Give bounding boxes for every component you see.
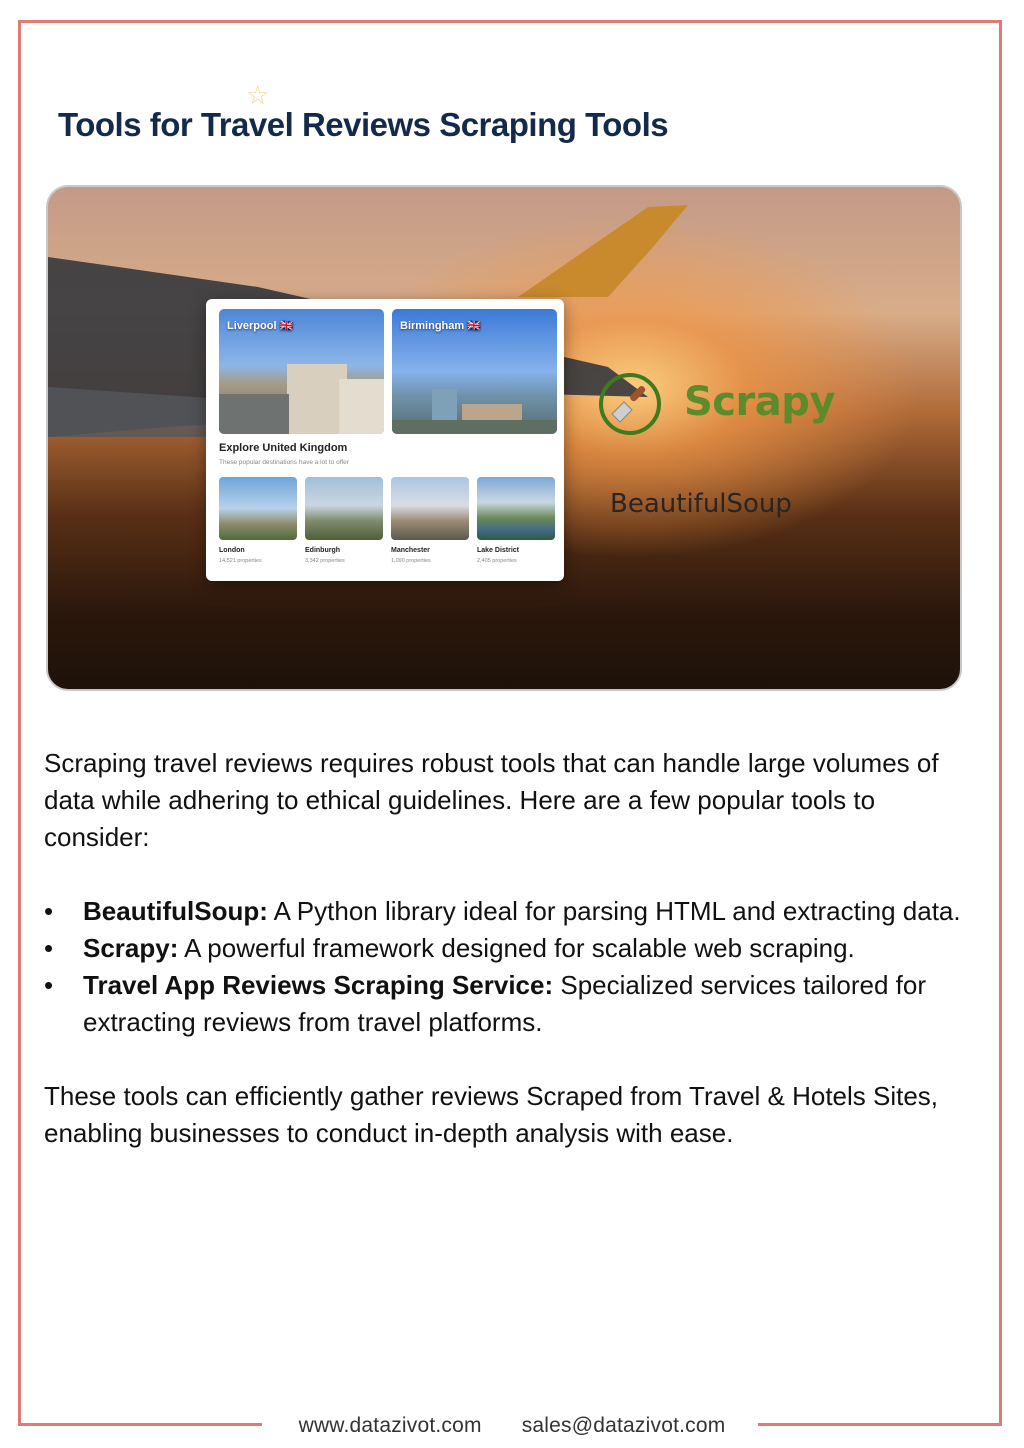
thumb-edinburgh xyxy=(305,477,383,540)
destination-count: 14,521 properties xyxy=(219,558,262,564)
destination-count: 3,342 properties xyxy=(305,558,345,564)
scrapy-spatula-icon xyxy=(598,372,662,436)
list-item xyxy=(44,930,974,967)
hero-image xyxy=(46,185,962,691)
destination-card xyxy=(206,299,564,581)
featured-label: Birmingham 🇬🇧 xyxy=(400,320,481,332)
card-heading: Explore United Kingdom xyxy=(219,442,348,454)
tool-description: A Python library ideal for parsing HTML and extracting data. xyxy=(267,896,961,926)
destination-name: Manchester xyxy=(391,547,430,554)
website-link[interactable]: www.datazivot.com xyxy=(298,1414,482,1437)
featured-label: Liverpool 🇬🇧 xyxy=(227,320,294,332)
page-title: Tools for Travel Reviews Scraping Tools xyxy=(58,106,669,143)
destination-name: Lake District xyxy=(477,547,520,554)
footer xyxy=(0,1408,1024,1444)
destination-name: London xyxy=(219,547,245,554)
scrapy-logo-text: Scrapy xyxy=(684,379,835,425)
tool-description: A powerful framework designed for scalable web scraping. xyxy=(178,933,855,963)
thumb-london xyxy=(219,477,297,540)
intro-paragraph: Scraping travel reviews requires robust tools that can handle large volumes of data while adhering to ethical guidelines. Here are a few popular tools to consider: xyxy=(44,748,939,852)
body-content xyxy=(44,745,974,1152)
star-decoration-icon: ☆ xyxy=(246,80,270,110)
tools-list xyxy=(44,893,974,1041)
outro-paragraph: These tools can efficiently gather reviews Scraped from Travel & Hotels Sites, enabling businesses to conduct in-depth analysis with ease. xyxy=(44,1081,939,1148)
destination-count: 1,090 properties xyxy=(391,558,431,564)
tool-name: Scrapy: xyxy=(83,933,179,963)
featured-destination-liverpool xyxy=(219,309,384,434)
tool-name: BeautifulSoup: xyxy=(83,896,268,926)
list-item xyxy=(44,893,974,930)
email-link[interactable]: sales@datazivot.com xyxy=(521,1414,726,1437)
thumb-manchester xyxy=(391,477,469,540)
destination-count: 2,405 properties xyxy=(477,558,517,564)
list-item xyxy=(44,967,974,1041)
featured-destination-birmingham xyxy=(392,309,557,434)
tool-description: Specialized services tailored for extracting reviews from travel platforms. xyxy=(83,970,926,1037)
tool-name: Travel App Reviews Scraping Service: xyxy=(83,970,554,1000)
beautifulsoup-logo-text: BeautifulSoup xyxy=(610,489,792,519)
card-subheading: These popular destinations have a lot to offer xyxy=(219,459,349,466)
destination-name: Edinburgh xyxy=(305,547,340,554)
thumb-lake-district xyxy=(477,477,555,540)
